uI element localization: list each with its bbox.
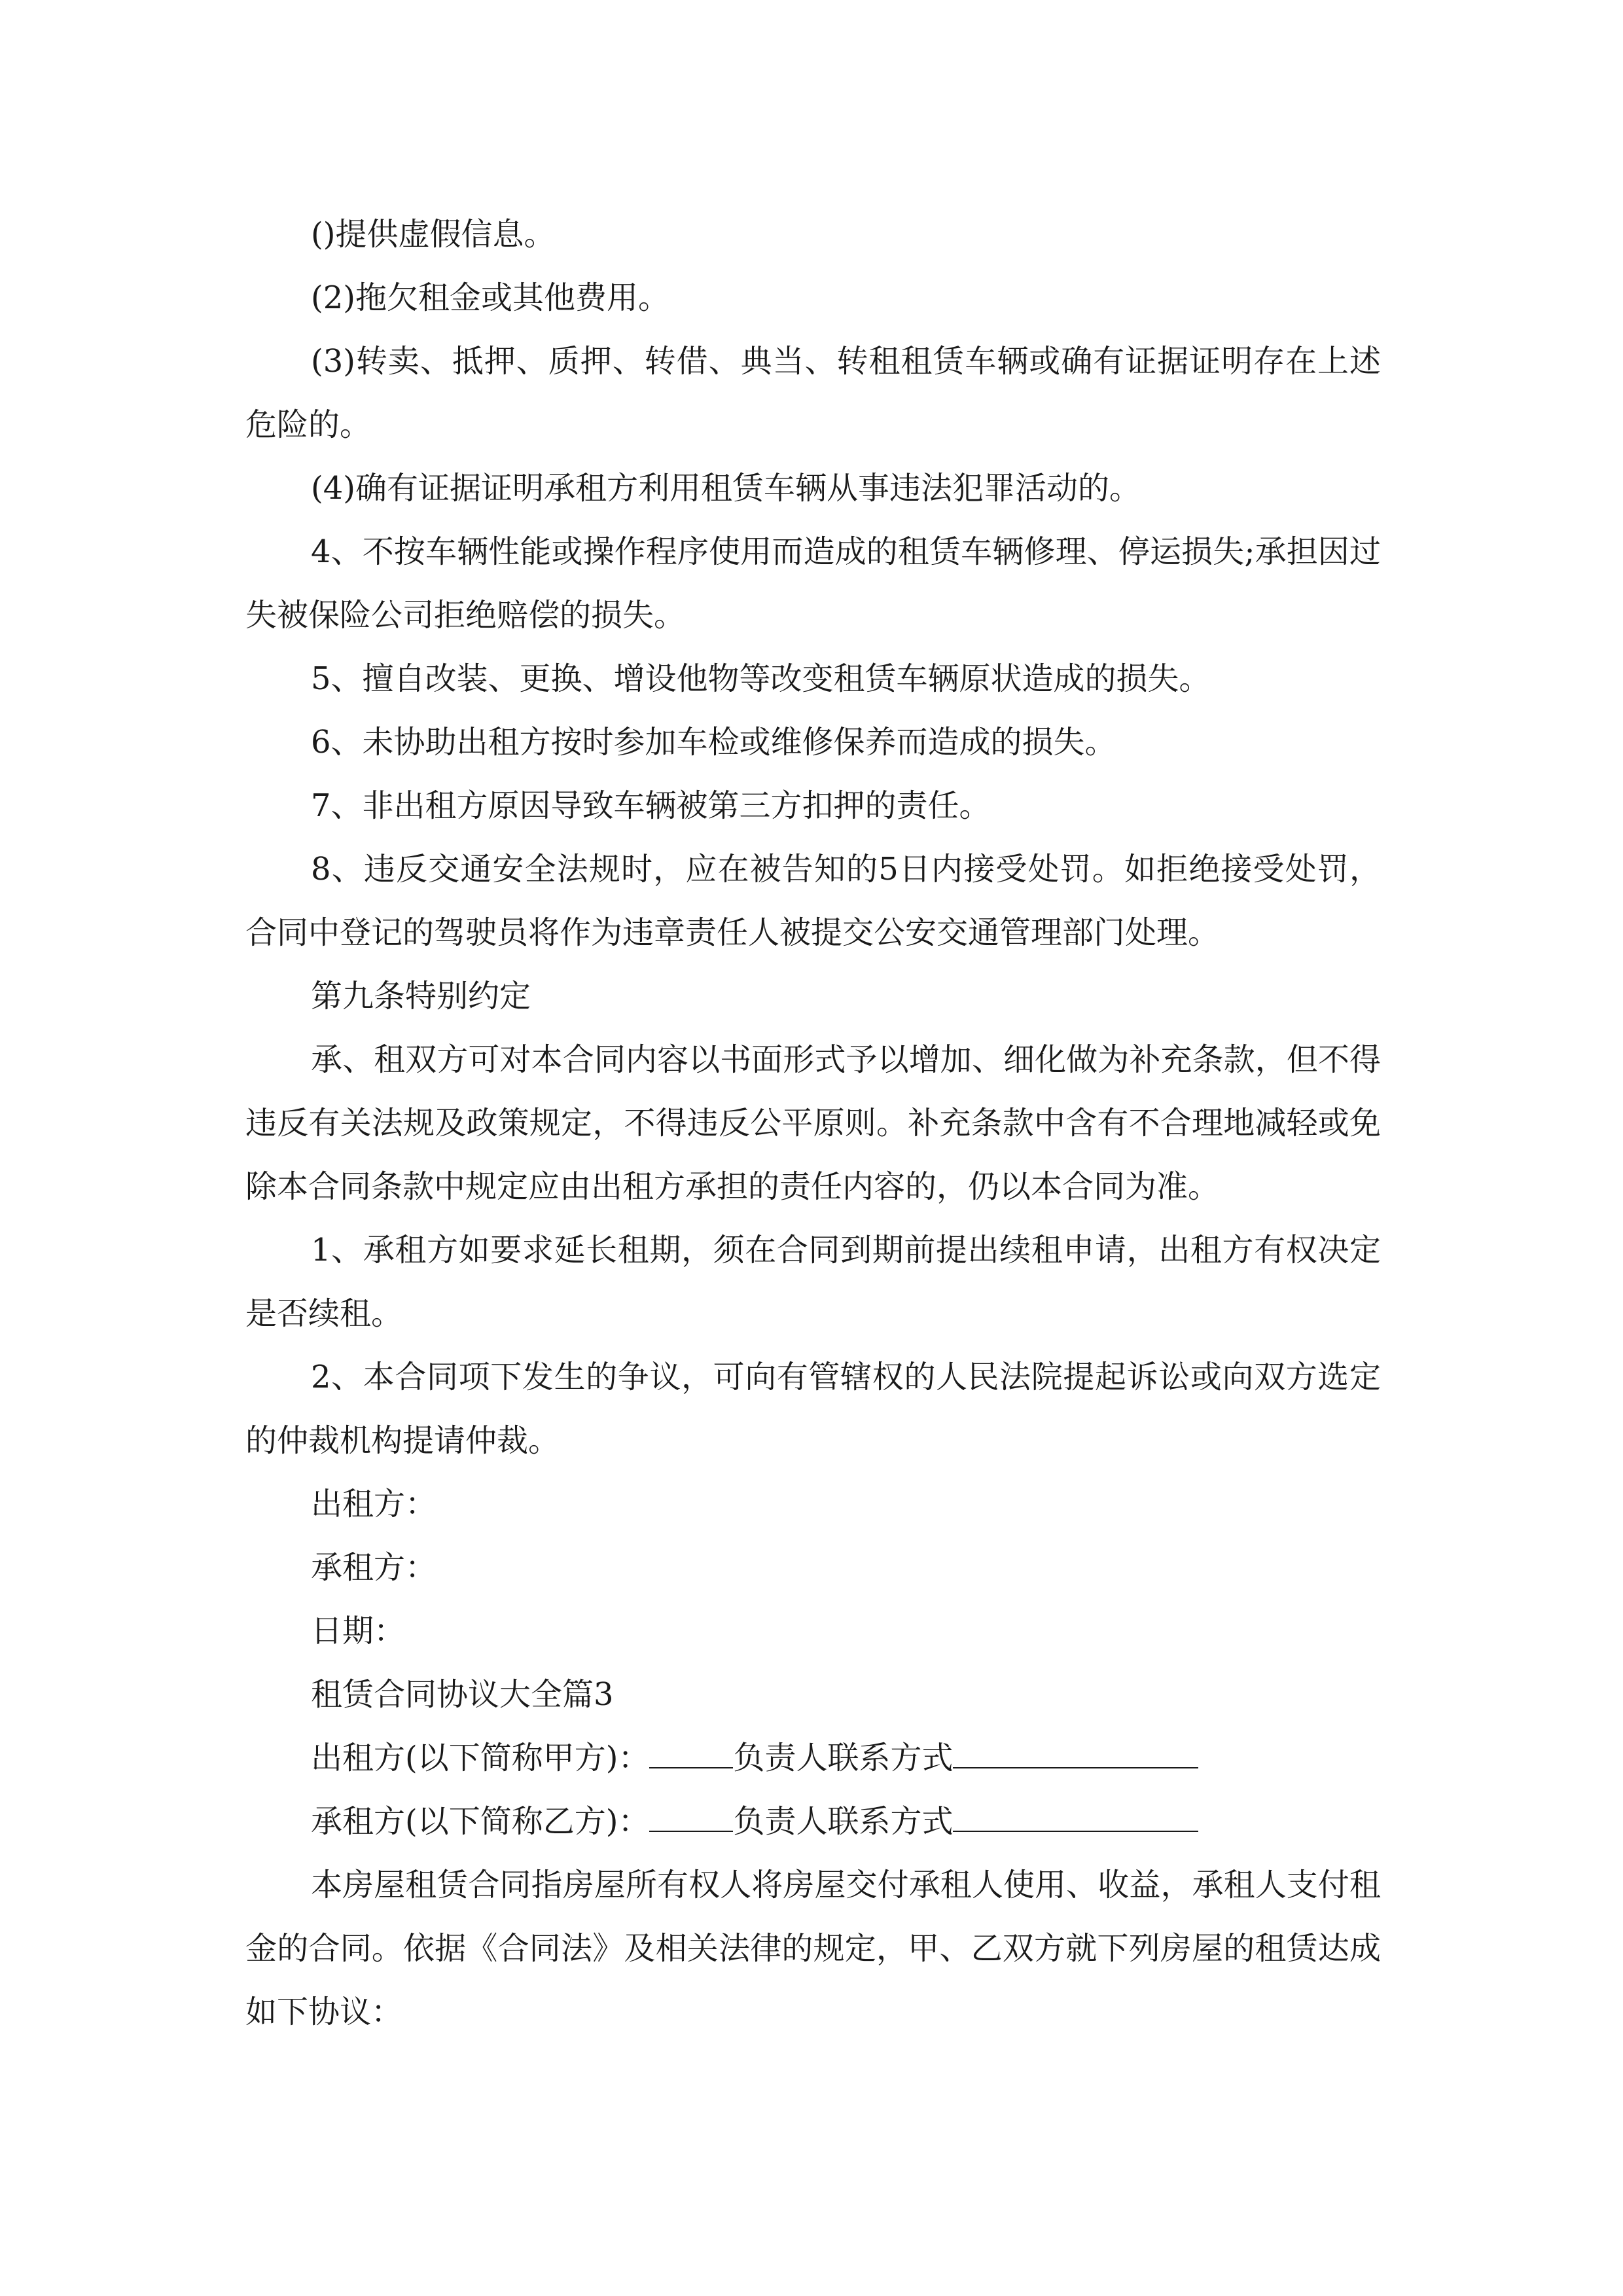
party-b-name-blank — [649, 1797, 733, 1832]
paragraph-clause-6: 6、未协助出租方按时参加车检或维修保养而造成的损失。 — [311, 724, 1116, 761]
paragraph-clause-4: 4、不按车辆性能或操作程序使用而造成的租赁车辆修理、停运损失;承担因过失被保险公司拒绝赔偿的损失。 — [245, 533, 1381, 634]
paragraph-clause-8: 8、违反交通安全法规时，应在被告知的5日内接受处罚。如拒绝接受处罚，合同中登记的驾驶员将作为违章责任人被提交公安交通管理部门处理。 — [245, 851, 1381, 951]
party-b-line — [245, 1790, 1381, 1854]
paragraph-rent-arrears: (2)拖欠租金或其他费用。 — [311, 279, 669, 316]
paragraph-supplementary-terms: 承、租双方可对本合同内容以书面形式予以增加、细化做为补充条款，但不得违反有关法规及政策规定，不得违反公平原则。补充条款中含有不合理地减轻或免除本合同条款中规定应由出租方承担的责任内容的，仍以本合同为准。 — [245, 1041, 1381, 1205]
signature-lessee: 承租方： — [311, 1549, 437, 1586]
paragraph-contract-definition: 本房屋租赁合同指房屋所有权人将房屋交付承租人使用、收益，承租人支付租金的合同。依据《合同法》及相关法律的规定，甲、乙双方就下列房屋的租赁达成如下协议： — [245, 1867, 1381, 2030]
signature-lessor: 出租方： — [311, 1486, 437, 1522]
signature-date: 日期： — [311, 1613, 406, 1649]
section-heading-article-9: 第九条特别约定 — [311, 978, 531, 1014]
party-a-name-blank — [649, 1733, 733, 1768]
party-a-contact-label: 负责人联系方式 — [733, 1740, 954, 1776]
paragraph-clause-7: 7、非出租方原因导致车辆被第三方扣押的责任。 — [311, 787, 991, 824]
party-a-contact-blank — [953, 1733, 1198, 1768]
paragraph-illegal-use: (4)确有证据证明承租方利用租赁车辆从事违法犯罪活动的。 — [311, 470, 1141, 507]
paragraph-clause-5: 5、擅自改装、更换、增设他物等改变租赁车辆原状造成的损失。 — [311, 660, 1211, 697]
party-a-label: 出租方(以下简称甲方)： — [311, 1740, 650, 1776]
document-body — [245, 203, 1381, 2044]
party-b-contact-blank — [953, 1797, 1198, 1832]
paragraph-false-info: ()提供虚假信息。 — [311, 216, 556, 253]
party-b-label: 承租方(以下简称乙方)： — [311, 1803, 650, 1840]
paragraph-resale-mortgage: (3)转卖、抵押、质押、转借、典当、转租租赁车辆或确有证据证明存在上述危险的。 — [245, 343, 1381, 443]
paragraph-dispute-resolution: 2、本合同项下发生的争议，可向有管辖权的人民法院提起诉讼或向双方选定的仲裁机构提请仲裁。 — [245, 1359, 1381, 1459]
paragraph-lease-extension: 1、承租方如要求延长租期，须在合同到期前提出续租申请，出租方有权决定是否续租。 — [245, 1232, 1381, 1332]
party-a-line — [245, 1727, 1381, 1790]
party-b-contact-label: 负责人联系方式 — [733, 1803, 954, 1840]
section-heading-part-3: 租赁合同协议大全篇3 — [311, 1676, 614, 1713]
